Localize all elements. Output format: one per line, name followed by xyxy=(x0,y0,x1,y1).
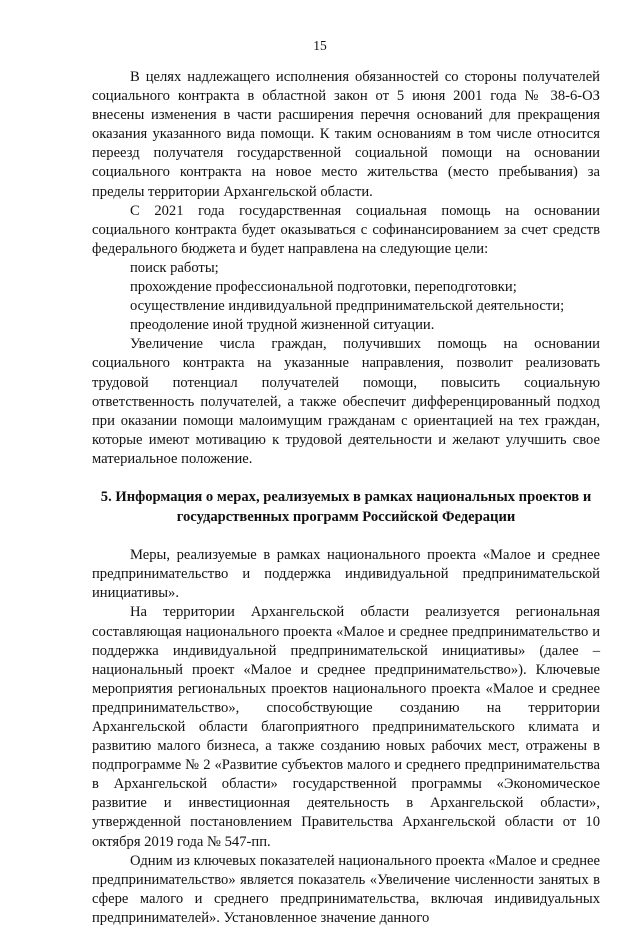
paragraph-regional-component: На территории Архангельской области реализуется региональная составляющая национального проекта «Малое и среднее предпринимательство и поддержка индивидуальной предпринимательской инициативы» (далее – национальный проект «Малое и среднее предпринимательство»). Ключевые мероприятия региональных проектов национального проекта «Малое и среднее предпринимательство», способствующие созданию на территории Архангельской области благоприятного предпринимательского климата и развитию малого бизнеса, а также созданию новых рабочих мест, отражены в подпрограмме № 2 «Развитие субъектов малого и среднего предпринимательства в Архангельской области» государственной программы «Экономическое развитие и инвестиционная деятельность в Архангельской области», утвержденной постановлением Правительства Архангельской области от 10 октября 2019 года № 547-пп. xyxy=(92,604,600,850)
list-item-entrepreneurship: осуществление индивидуальной предпринимательской деятельности; xyxy=(130,298,565,315)
list-item-job-search: поиск работы; xyxy=(130,259,219,276)
section-heading: 5. Информация о мерах, реализуемых в рамках национальных проектов и государственных программ Российской Федерации xyxy=(100,488,592,525)
list-item-training: прохождение профессиональной подготовки, переподготовки; xyxy=(130,279,517,296)
document-body xyxy=(92,68,600,928)
paragraph-contract-termination: В целях надлежащего исполнения обязанностей со стороны получателей социального контракта в областной закон от 5 июня 2001 года № 38-6-ОЗ внесены изменения в части расширения перечня оснований для прекращения оказания указанного вида помощи. К таким основаниям в том числе относится переезд получателя государственной социальной помощи на основании социального контракта на новое место жительства (место пребывания) за пределы территории Архангельской области. xyxy=(92,69,600,200)
paragraph-key-indicator: Одним из ключевых показателей национального проекта «Малое и среднее предпринимательство» является показатель «Увеличение численности занятых в сфере малого и среднего предпринимательства, включая индивидуальных предпринимателей». Установленное значение данного xyxy=(92,852,600,926)
paragraph-labor-potential: Увеличение числа граждан, получивших помощь на основании социального контракта на указанные направления, позволит реализовать трудовой потенциал получателей помощи, повысить социальную ответственность получателей, а также обеспечит дифференцированный подход при оказании помощи малоимущим гражданам с ориентацией на тех граждан, которые имеют мотивацию к трудовой деятельности и желают улучшить свое материальное положение. xyxy=(92,336,600,467)
paragraph-cofinancing-goals: С 2021 года государственная социальная помощь на основании социального контракта будет оказываться с софинансированием за счет средств федерального бюджета и будет направлена на следующие цели: xyxy=(92,202,600,257)
paragraph-national-project-measures: Меры, реализуемые в рамках национального проекта «Малое и среднее предпринимательство и поддержка индивидуальной предпринимательской инициативы». xyxy=(92,547,600,602)
list-item-hardship: преодоление иной трудной жизненной ситуации. xyxy=(130,317,435,334)
page-number: 15 xyxy=(313,38,327,53)
